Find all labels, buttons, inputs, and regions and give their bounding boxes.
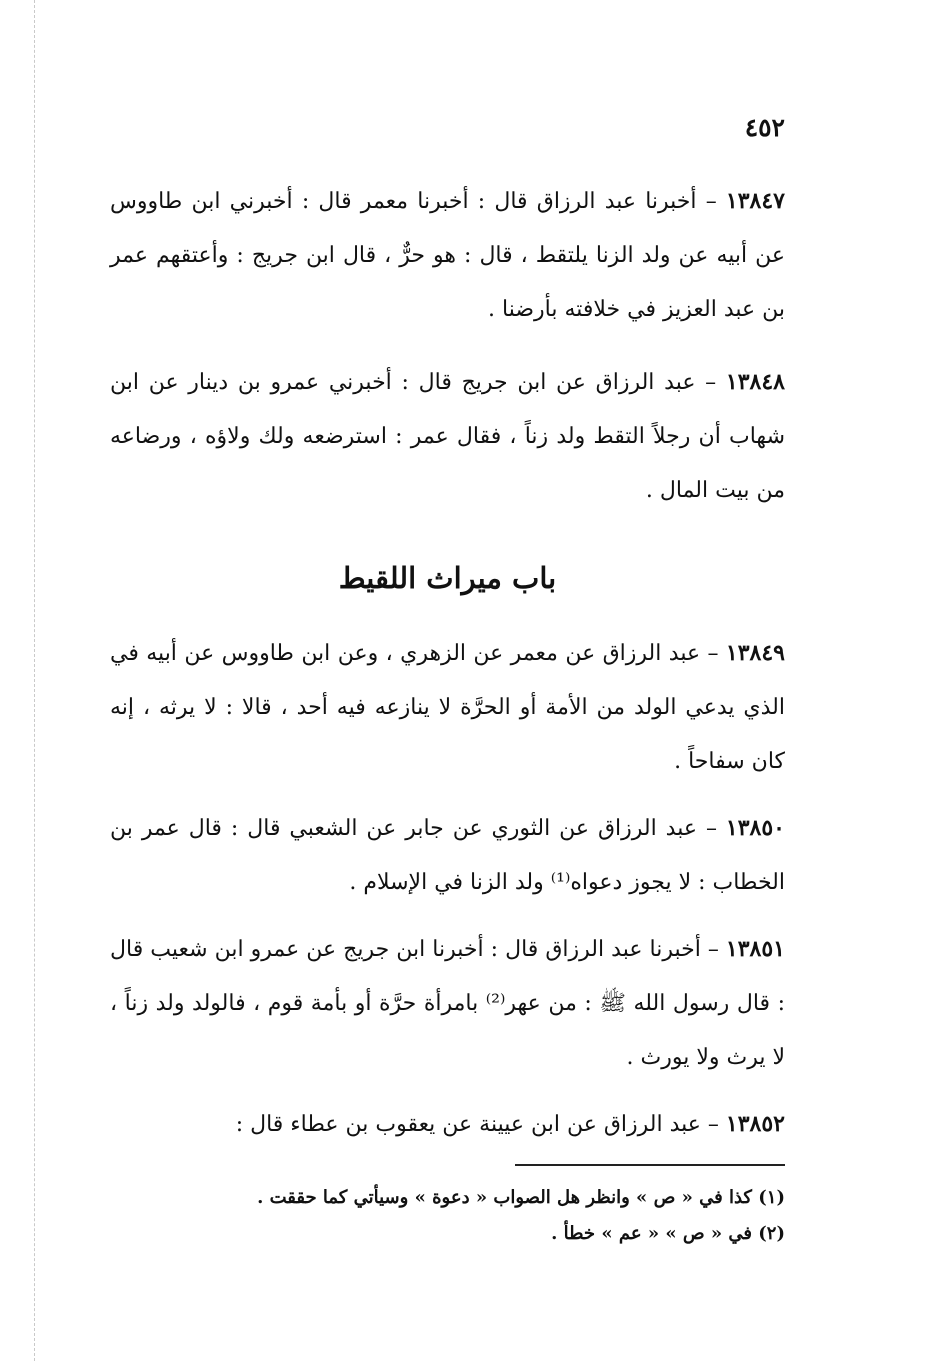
hadith-text: – عبد الرزاق عن الثوري عن جابر عن الشعبي قال : قال عمر بن الخطاب : لا يجوز دعواه⁽¹⁾ ولد الزنا في الإسلام . [110, 816, 785, 895]
hadith-text: – عبد الرزاق عن معمر عن الزهري ، وعن ابن طاووس عن أبيه في الذي يدعي الولد من الأمة أو الحرَّة لا ينازعه فيه أحد ، قالا : لا يرثه ، إنه كان سفاحاً . [110, 641, 786, 774]
hadith-number: ١٣٨٥١ [725, 936, 785, 962]
hadith-paragraph [110, 174, 785, 337]
hadith-paragraph [110, 922, 785, 1085]
hadith-text: – أخبرنا عبد الرزاق قال : أخبرنا ابن جريج عن عمرو ابن شعيب قال : قال رسول الله ﷺ : من عهر⁽²⁾ بامرأة حرَّة أو بأمة قوم ، فالولد ولد زناً ، لا يرث ولا يورث . [110, 937, 785, 1070]
hadith-paragraph [110, 355, 785, 518]
hadith-number: ١٣٨٤٨ [725, 369, 785, 395]
hadith-paragraph [110, 1097, 785, 1152]
hadith-paragraph [110, 801, 785, 910]
hadith-text: – عبد الرزاق عن ابن جريج قال : أخبرني عمرو بن دينار عن ابن شهاب أن رجلاً التقط ولد زناً ، فقال عمر : استرضعه ولك ولاؤه ، ورضاعه من بيت المال . [110, 370, 785, 503]
page-number: ٤٥٢ [744, 113, 785, 142]
hadith-number: ١٣٨٤٩ [725, 640, 785, 666]
hadith-number: ١٣٨٥٢ [725, 1111, 785, 1137]
hadith-number: ١٣٨٤٧ [725, 188, 785, 214]
footnote: (١) كذا في « ص » وانظر هل الصواب « دعوة » وسيأتي كما حققت . [257, 1187, 785, 1208]
hadith-text: – أخبرنا عبد الرزاق قال : أخبرنا معمر قال : أخبرني ابن طاووس عن أبيه عن ولد الزنا يلتقط ، قال : هو حرٌّ ، قال ابن جريج : وأعتقهم عمر بن عبد العزيز في خلافته بأرضنا . [110, 189, 786, 322]
hadith-number: ١٣٨٥٠ [725, 815, 785, 841]
section-heading: باب ميراث اللقيط [338, 561, 557, 595]
footnotes [110, 1180, 785, 1252]
hadith-paragraph [110, 626, 785, 789]
page-edge-rule [34, 0, 35, 1361]
footnote-divider [515, 1164, 785, 1166]
hadith-text: – عبد الرزاق عن ابن عيينة عن يعقوب بن عطاء قال : [235, 1112, 726, 1137]
footnote: (٢) في « ص » « عم » خطأ . [551, 1223, 785, 1244]
book-page [110, 110, 785, 1252]
